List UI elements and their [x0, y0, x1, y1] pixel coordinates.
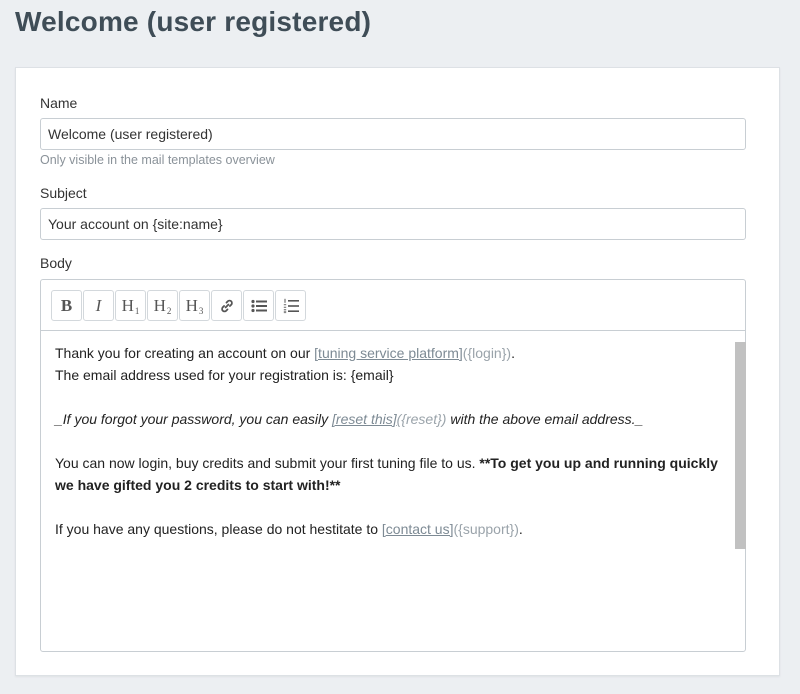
italic-icon: I — [95, 295, 102, 315]
numbered-list-button[interactable] — [275, 290, 306, 321]
mail-template-form — [15, 67, 780, 676]
body-label: Body — [40, 255, 72, 271]
name-label: Name — [40, 95, 78, 111]
subject-label: Subject — [40, 185, 87, 201]
heading-3-button[interactable] — [179, 290, 210, 321]
page-title: Welcome (user registered) — [15, 6, 372, 37]
heading-1-button[interactable] — [115, 290, 146, 321]
link-button[interactable] — [211, 290, 242, 321]
italic-button[interactable] — [83, 290, 114, 321]
body-line: The email address used for your registration is: {email} — [55, 367, 394, 383]
bulleted-list-icon — [251, 299, 267, 313]
body-line: Thank you for creating an account on our [tuning service platform]({login}). — [55, 345, 515, 361]
body-line: _If you forgot your password, you can easily [reset this]({reset}) with the above email address._ — [55, 411, 644, 427]
body-textarea[interactable] — [55, 342, 735, 540]
body-line: If you have any questions, please do not hestitate to [contact us]({support}). — [55, 521, 523, 537]
body-editor — [40, 279, 746, 652]
body-link-contact: [contact us] — [381, 521, 454, 537]
heading-2-icon: $H_2$ — [153, 295, 172, 316]
bold-icon: B — [60, 295, 73, 315]
editor-scrollbar[interactable] — [735, 342, 746, 549]
heading-1-icon: $H_1$ — [121, 295, 140, 316]
body-link-reset: [reset this] — [332, 411, 397, 427]
body-link-tuning-platform: [tuning service platform] — [314, 345, 463, 361]
link-icon — [219, 298, 235, 314]
name-help-text: Only visible in the mail templates overview — [40, 153, 275, 167]
subject-input[interactable]: Your account on {site:name} — [40, 208, 746, 240]
editor-toolbar — [41, 280, 745, 331]
heading-3-icon: $H_3$ — [185, 295, 204, 316]
body-line: You can now login, buy credits and submit your first tuning file to us. **To get you up and running quickly we have gifted you 2 credits to start with!** — [55, 455, 718, 493]
bold-button[interactable] — [51, 290, 82, 321]
name-input[interactable]: Welcome (user registered) — [40, 118, 746, 150]
numbered-list-icon — [283, 298, 299, 314]
bulleted-list-button[interactable] — [243, 290, 274, 321]
heading-2-button[interactable] — [147, 290, 178, 321]
